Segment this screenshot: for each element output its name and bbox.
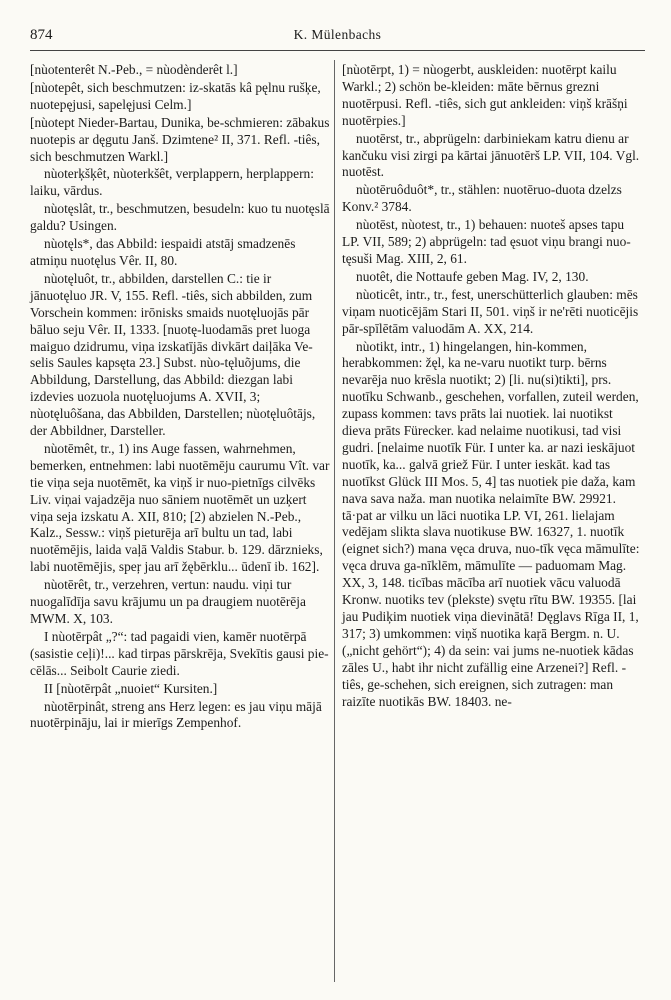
dictionary-entry: nùotęslât, tr., beschmutzen, besudeln: kuo tu nuotęslā galdu? Usingen. [30, 201, 330, 234]
dictionary-entry: nuotērst, tr., abprügeln: darbiniekam katru dienu ar kančuku visi zirgi pa kārtai jānuotērš LP. VII, 104. Vgl. nuotēst. [342, 130, 640, 180]
dictionary-entry: nùotęls*, das Abbild: iespaidi atstāj smadzenēs atmiņu nuotęlus Vêr. II, 80. [30, 236, 296, 268]
running-header [30, 27, 645, 45]
dictionary-entry: nuotêt, die Nottaufe geben Mag. IV, 2, 130. [356, 268, 589, 284]
dictionary-entry: II [nùotērpât „nuoiet“ Kursiten.] [44, 680, 218, 696]
dictionary-entry: [nùotept Nieder-Bartau, Dunika, be-schmieren: zābakus nuotepis ar dęgutu Janš. Dzimtene² II, 371. Refl. -tiês, sich beschmutzen Warkl.] [30, 114, 330, 164]
dictionary-entry: nùoterķšķêt, nùoterkšêt, verplappern, herplappern: laiku, vārdus. [30, 166, 314, 199]
dictionary-entry: [nùotepêt, sich beschmutzen: iz-skatās kâ pęlnu rušķe, nuotepęjusi, sapelęjusi Celm.] [30, 79, 321, 112]
dictionary-entry: I nùotērpât „?“: tad pagaidi vien, kamēr nuotērpā (sasistie ceļi)!... kad tirpas pārskrēja, Svekītis gausi pie-cēlās... Seibolt Caurie ziedi. [30, 628, 329, 678]
header-rule [30, 50, 645, 51]
dictionary-entry: nùotēmêt, tr., 1) ins Auge fassen, wahrnehmen, bemerken, entnehmen: labi nuotēmēju caurumu Vît. var tie viņa seja nuotēmēt, ka viņš ir nuo-pietnīgs cilvēks Liv. viņai vajadzēja nuo sāniem nuotēmēt un uzķert viņa seja izskatu A. XII, 810; [2) abzielen N.-Peb., Kalz., Sessw.: viņš pieturēja arī bultu un tad, labi nuotēmējis, laida vaļā Valdis Stabur. b. 129. dārznieks, labi nuotēmējis, speŗ jau arī žębērklu... ūdenī ib. 162]. [30, 440, 330, 575]
dictionary-entry: nùotēruôduôt*, tr., stählen: nuotēruo-duota dzelzs Konv.² 3784. [342, 182, 622, 215]
dictionary-entry: nùotęluôt, tr., abbilden, darstellen C.: tie ir jānuotęluo JR. V, 155. Refl. -tiês, sich abbilden, zum Vorschein kommen: irōnisks smaids nuotęluojās pār bāluo seju Vêr. II, 1333. [nuotę-luodamās pret luoga maiguo dzidrumu, viņa izskatījās divkārt daiļāka Ve-selis Saules kapsęta 23.] Subst. nùo-tęluõjums, die Abbildung, Darstellung, das Abbild: diezgan labi izdevies uozuola nuotęluojums A. XVII, 3; nùotęluôšana, das Abbilden, Darstellen; nùotęluôtājs, der Abbildner, Darsteller. [30, 270, 316, 439]
dictionary-entry: nùotikt, intr., 1) hingelangen, hin-kommen, herabkommen: žęl, ka ne-varu nuotikt turp. bērns nevarēja nuo krēsla nuotikt; 2) [li. nu(si)tikti], prs. nuotīku Schwanb., geschehen, vorfallen, zuteil werden, zupass kommen: tavs prāts lai nuotiek. lai nuotikst dieva prāts Fürecker. kad nelaime nuotikusi, tad visi gudri. [nelaime nuotīk Für. I unter ka. ar nazi ieskājuot nuotīk, ka... galvā griež Für. I unter ieskāt. kad tas nuotīkst Glück III Mos. 5, 4] tas nuotiek pie daža, kam nava sava naža. man nuotika nelaimīte BW. 29921. tā·pat ar vilku un lāci nuotika LP. VI, 261. lielajam vedējam slikta slava nuotikuse BW. 16327, 1. nuotīk (eignet sich?) mana vęca druva, nuo-tīk vęca māmulīte: vęca druva ga-nīklēm, māmulīte — paduomam Mag. XX, 3, 148. ticības mācība arī nuotiek vācu valuodā Kronw. nuotiks tev (plekste) svętu rītu BW. 19355. [lai jau Pudiķim nuotiek viņa dievinātā! Dęglavs Rīga II, 1, 317; 3) umkommen: viņš nuotika kaŗā Bergm. n. U. („nicht gehört“); 4) da sein: vai jums ne-nuotiek kādas zāles U., habt ihr nicht zufällig eine Arzenei?] Refl. -tiês, ge-schehen, sich ereignen, sich zutragen: man raizīte nuotikās BW. 18403. ne- [342, 338, 640, 709]
left-column [30, 62, 330, 733]
dictionary-entry: nùoticêt, intr., tr., fest, unerschütterlich glauben: mēs viņam nuoticējām Stari II, 501. viņš ir ne'rēti nuoticējis pār-spīlētām valuodām A. XX, 214. [342, 286, 639, 336]
dictionary-entry: nùotēst, nùotest, tr., 1) behauen: nuoteš apses tapu LP. VII, 589; 2) abprügeln: tad ęsuot viņu brangi nuo-tęsuši Mag. XIII, 2, 61. [342, 217, 631, 266]
right-column [342, 62, 642, 711]
column-divider [334, 60, 335, 982]
dictionary-entry: nùotērpinât, streng ans Herz legen: es jau viņu mājā nuotērpināju, lai ir mierīgs Zempenhof. [30, 698, 322, 731]
dictionary-entry: [nùotērpt, 1) = nùogerbt, auskleiden: nuotērpt kailu Warkl.; 2) schön be-kleiden: māte bērnus grezni nuotērpusi. Refl. -tiês, sich gut ankleiden: viņš krāšņi nuotērpies.] [342, 62, 628, 128]
page-number: 874 [30, 27, 53, 43]
running-title: K. Mülenbachs [293, 27, 382, 42]
dictionary-entry: [nùotenterêt N.-Peb., = nùodènderêt l.] [30, 62, 238, 77]
dictionary-entry: nùotērêt, tr., verzehren, vertun: naudu. viņi tur nuogalīdīja savu krājumu un pa draugiem nuotērēja MWM. X, 103. [30, 577, 306, 626]
